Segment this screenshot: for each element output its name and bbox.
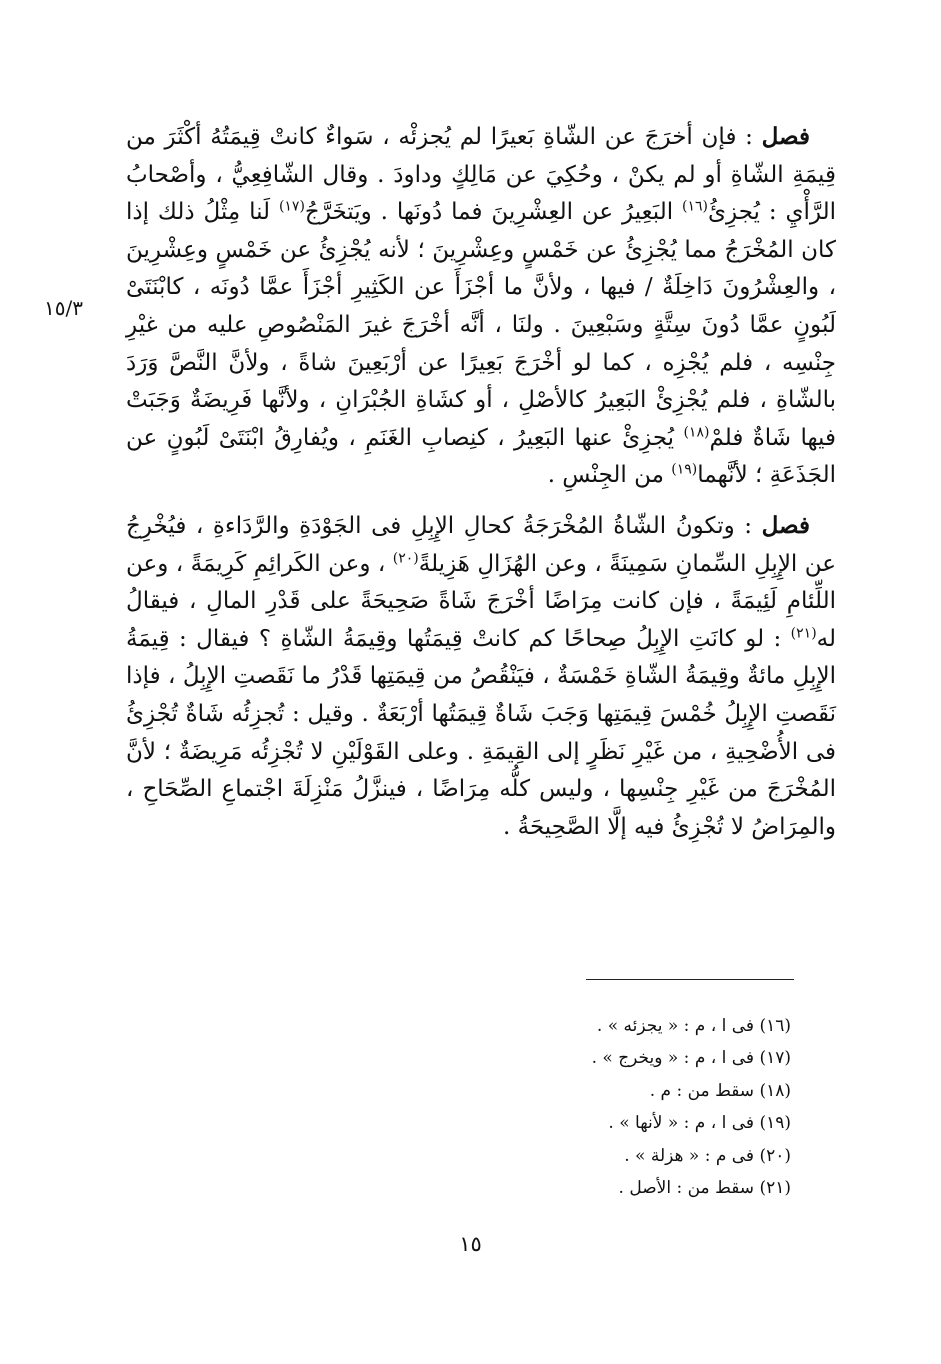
paragraph [126, 507, 836, 846]
footnote-item: (٢٠) فى م : « هزلة » . [624, 1145, 791, 1166]
footnote-item: (١٩) فى ا ، م : « لأنها » . [608, 1113, 791, 1134]
footnote-item: (١٦) فى ا ، م : « يجزئه » . [596, 1016, 791, 1036]
footnote-ref: (١٦) [682, 198, 708, 215]
text-segment: : وتكونُ الشّاةُ المُخْرَجَةُ كحالِ الإِبِلِ فى الجَوْدَةِ والرَّدَاءةِ ، فيُخْرِجُ عن الإِبِلِ السِّمانِ سَمِينَةً ، وعن الهُزَالِ هَزِيلةً [126, 512, 836, 577]
footnote-ref: (١٩) [671, 461, 698, 478]
text-segment: ، وعن الكَرائِمِ كَرِيمَةً ، وعن اللِّئامِ لَئِيمَةً ، فإن كانت مِرَاضًا أخْرَجَ شَاةً صَحِيحَةً على قَدْرِ المالِ ، فيقالُ له [126, 550, 836, 652]
section-heading: فصل [761, 511, 810, 539]
footnote-ref: (١٧) [278, 198, 305, 215]
margin-folio-note: ١٥/٣ [44, 296, 83, 320]
main-text [126, 118, 836, 846]
text-segment: من الجِنْسِ . [547, 462, 672, 489]
footnote-ref: (٢١) [790, 625, 817, 642]
footnote-item: (٢١) سقط من : الأصل . [618, 1178, 791, 1199]
paragraph [126, 118, 836, 495]
text-segment: : لو كانَتِ الإِبِلُ صِحاحًا كم كانتْ قِيمَتُها وقِيمَةُ الشّاةِ ؟ فيقال : قِيمَةُ الإِبِلِ مائةٌ وقِيمَةُ الشّاةِ خَمْسَةٌ ، فيَنْقُصُ من قِيمَتِها قَدْرُ ما نَقَصتِ الإِبِلُ ، فإذا نَقَصتِ الإِبِلُ خُمْسَ قِيمَتِها وَجَبَ شَاةٌ قِيمَتُها أرْبَعَةٌ . وقيل : تُجزِئُه شَاةٌ تُجْزِئُ فى الأُضْحِيةِ ، من غَيْرِ نَظَرٍ إلى القِيمَةِ . وعلى القَوْلَيْنِ لا تُجْزِئُه مَرِيضَةٌ ؛ لأنَّ المُخْرَجَ من غَيْرِ جِنْسِها ، وليس كلُّه مِرَاضًا ، فينزَّلُ مَنْزِلَةَ اجْتماعِ الصِّحَاحِ ، والمِرَاضُ لا تُجْزِئُ فيه إلَّا الصَّحِيحَةُ . [126, 625, 836, 840]
footnote-divider [586, 979, 794, 980]
footnote-ref: (١٨) [683, 424, 710, 441]
text-segment: لَنا مِثْلُ ذلك إذا كان المُخْرَجُ مما يُجْزِئُ عن خَمْسٍ وعِشْرِينَ ؛ لأنه يُجْزِئُ عن خَمْسٍ وعِشْرِينَ ، والعِشْرُونَ دَاخِلَةٌ / فيها ، ولأنَّ ما أجْزَأَ عن الكَثِيرِ أجْزَأَ عمَّا دُونَه ، كابْنَتَىْ لَبُونٍ عمَّا دُونَ سِتَّةٍ وسَبْعِينَ . ولنَا ، أنَّه أخْرَجَ غيرَ المَنْصُوصِ عليه من غيْرِ جِنْسِه ، فلم يُجْزِه ، كما لو أخْرَجَ بَعِيرًا عن أرْبَعِينَ شاةً ، ولأنَّ النَّصَّ وَرَدَ بالشّاةِ ، فلم يُجْزِئْ البَعِيرُ كالأصْلِ ، أو كشَاةِ الجُبْرَانِ ، ولأنَّها فَرِيضَةٌ وَجَبَتْ فيها شَاةٌ فلمْ [126, 199, 836, 451]
footnote-item: (١٧) فى ا ، م : « ويخرج » . [591, 1048, 791, 1069]
section-heading: فصل [761, 123, 810, 150]
footnote-item: (١٨) سقط من : م . [649, 1080, 791, 1101]
text-segment: يُجزِئْ عنها البَعِيرُ ، كنِصابِ الغَنَمِ ، ويُفارِقُ ابْنَتَىْ لَبُونٍ عن الجَذَعَةِ ؛ لأنَّهما [126, 424, 836, 489]
text-segment: البَعِيرُ عن العِشْرِينَ فما دُونَها . ويَتخَرَّجُ [304, 199, 683, 226]
footnote-ref: (٢٠) [392, 549, 419, 566]
text-segment: : فإن أخرَجَ عن الشّاةِ بَعيرًا لم يُجزئْه ، سَواءٌ كانتْ قِيمَتُهُ أكْثَرَ من قِيمَةِ الشّاةِ أو لم يكنْ ، وحُكِيَ عن مَالِكٍ وداودَ . وقال الشّافِعِيُّ ، وأصْحابُ الرَّأْيِ : يُجزِئُ [126, 124, 836, 226]
page-number: ١٥ [459, 1232, 482, 1256]
footnotes-list [371, 1010, 791, 1204]
